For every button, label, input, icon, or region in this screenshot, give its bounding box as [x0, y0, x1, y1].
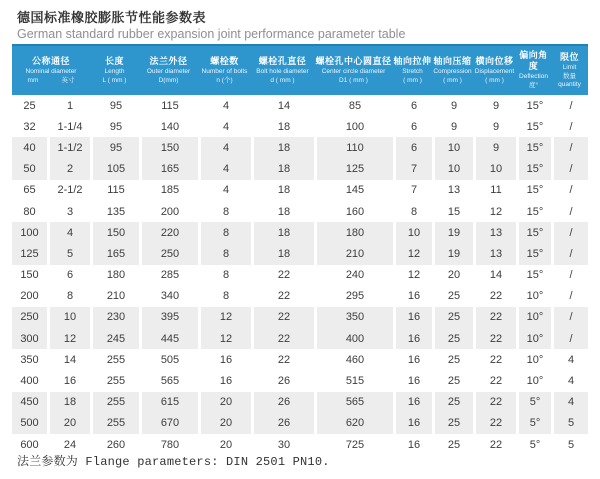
table-cell: 150	[139, 137, 198, 158]
table-cell: 22	[251, 265, 314, 286]
table-header-row	[12, 44, 588, 95]
column-unit-label	[12, 77, 90, 85]
table-cell: 26	[251, 392, 314, 413]
column-label-en: Stretch	[402, 67, 423, 75]
table-cell: 10	[393, 222, 432, 243]
table-cell: 15°	[516, 137, 551, 158]
column-label-en: Outer diameter	[146, 67, 191, 75]
table-row	[12, 116, 588, 137]
table-cell: 19	[432, 222, 473, 243]
table-cell: 1-1/4	[47, 116, 90, 137]
table-cell: 12	[198, 328, 251, 349]
table-cell: 22	[473, 434, 516, 455]
table-cell: 16	[393, 328, 432, 349]
table-cell: 285	[139, 265, 198, 286]
table-cell: 18	[47, 392, 90, 413]
table-cell: 80	[23, 205, 36, 218]
table-cell: 1	[47, 95, 90, 116]
table-cell: /	[551, 265, 588, 286]
table-cell: 10°	[516, 307, 551, 328]
table-cell: 5°	[516, 392, 551, 413]
table-cell: 105	[90, 159, 139, 180]
table-row	[12, 201, 588, 222]
table-cell: 185	[139, 180, 198, 201]
table-cell: 18	[251, 201, 314, 222]
table-cell: 10°	[516, 328, 551, 349]
table-cell: 25	[432, 286, 473, 307]
table-cell: 15°	[516, 159, 551, 180]
column-label-en: Displacement	[474, 67, 515, 75]
table-cell: 1-1/2	[47, 137, 90, 158]
column-label-zh: 轴向拉伸	[393, 55, 432, 66]
page-title-en: German standard rubber expansion joint performance parameter table	[17, 27, 406, 41]
table-cell: 780	[139, 434, 198, 455]
table-cell: 3	[47, 201, 90, 222]
table-cell: /	[551, 222, 588, 243]
table-cell: 565	[314, 392, 393, 413]
table-cell: 25	[432, 370, 473, 391]
table-cell: 16	[198, 349, 251, 370]
table-row	[12, 137, 588, 158]
table-cell: 250	[139, 243, 198, 264]
table-cell: 8	[198, 243, 251, 264]
table-cell: 135	[90, 201, 139, 222]
table-cell: 15°	[516, 95, 551, 116]
table-cell: 9	[473, 95, 516, 116]
table-row	[12, 328, 588, 349]
column-header-number-of-bolts	[198, 44, 251, 95]
table-cell: 14	[47, 349, 90, 370]
table-cell: 12	[198, 307, 251, 328]
table-row	[12, 180, 588, 201]
table-cell: 20	[198, 413, 251, 434]
table-cell: 4	[198, 159, 251, 180]
table-cell: 255	[90, 413, 139, 434]
table-cell: 8	[47, 286, 90, 307]
table-cell: 16	[393, 413, 432, 434]
table-cell: 255	[90, 370, 139, 391]
table-cell: 100	[314, 116, 393, 137]
footer-note: 法兰参数为 Flange parameters: DIN 2501 PN10.	[17, 455, 330, 469]
column-header-length	[90, 44, 139, 95]
table-row	[12, 307, 588, 328]
table-cell: 6	[47, 265, 90, 286]
page-title-zh: 德国标准橡胶膨胀节性能参数表	[17, 10, 207, 25]
column-header-displacement	[473, 44, 516, 95]
table-cell: 18	[251, 137, 314, 158]
table-row	[12, 95, 588, 116]
column-label-en: Compression	[433, 67, 472, 75]
table-cell: 9	[432, 95, 473, 116]
table-cell: 180	[90, 265, 139, 286]
table-cell: 16	[393, 370, 432, 391]
table-cell: 4	[551, 392, 588, 413]
table-cell: 7	[393, 159, 432, 180]
table-cell: 6	[393, 95, 432, 116]
table-row	[12, 349, 588, 370]
table-cell: 8	[198, 265, 251, 286]
table-cell: 150	[20, 269, 39, 282]
table-row	[12, 413, 588, 434]
table-cell: 200	[139, 201, 198, 222]
table-cell: 165	[90, 243, 139, 264]
table-cell: 22	[473, 307, 516, 328]
table-cell: 255	[90, 392, 139, 413]
table-cell: 4	[198, 95, 251, 116]
table-cell: 95	[90, 137, 139, 158]
table-cell: 26	[251, 370, 314, 391]
table-cell: 16	[393, 434, 432, 455]
table-cell: /	[551, 95, 588, 116]
table-row	[12, 222, 588, 243]
table-cell: 210	[314, 243, 393, 264]
column-unit-label: 度°	[528, 82, 539, 89]
table-cell: 165	[139, 159, 198, 180]
table-cell: 12	[473, 201, 516, 222]
table-cell: 500	[12, 413, 47, 434]
table-cell: 22	[251, 286, 314, 307]
table-cell: 300	[12, 328, 47, 349]
table-cell: 6	[393, 137, 432, 158]
table-cell: 16	[198, 370, 251, 391]
table-cell: 20	[198, 392, 251, 413]
table-cell: 9	[432, 116, 473, 137]
table-cell: 255	[90, 349, 139, 370]
table-cell: 725	[314, 434, 393, 455]
column-header-outer-diameter	[139, 44, 198, 95]
table-cell: 40	[12, 137, 47, 158]
table-cell: 7	[393, 180, 432, 201]
column-unit-label: ( mm )	[403, 76, 422, 84]
table-row	[12, 286, 588, 307]
column-unit-label: ( mm )	[443, 76, 462, 84]
table-cell: 8	[198, 201, 251, 222]
table-cell: 16	[393, 307, 432, 328]
table-cell: 400	[20, 375, 39, 388]
column-sub-unit: mm	[27, 76, 39, 84]
table-cell: 5	[551, 434, 588, 455]
table-cell: 30	[251, 434, 314, 455]
table-cell: 5	[47, 243, 90, 264]
column-unit-label: ( mm )	[485, 76, 504, 84]
table-cell: 4	[198, 116, 251, 137]
table-cell: 350	[20, 353, 39, 366]
column-label-en: Nominal diameter	[25, 67, 77, 75]
table-cell: 18	[251, 116, 314, 137]
table-cell: 95	[90, 116, 139, 137]
column-header-limit	[551, 44, 588, 95]
table-cell: 400	[314, 328, 393, 349]
table-cell: 600	[20, 438, 39, 451]
table-cell: 25	[432, 328, 473, 349]
table-cell: /	[551, 116, 588, 137]
table-cell: 25	[432, 392, 473, 413]
table-cell: 22	[251, 328, 314, 349]
table-cell: 24	[47, 434, 90, 455]
table-cell: 220	[139, 222, 198, 243]
table-cell: 210	[90, 286, 139, 307]
column-label-zh: 轴向压缩	[433, 55, 472, 66]
column-unit-label: D(mm)	[158, 76, 179, 84]
table-cell: /	[551, 159, 588, 180]
table-cell: 395	[139, 307, 198, 328]
table-cell: 515	[314, 370, 393, 391]
table-cell: 295	[314, 286, 393, 307]
table-cell: 5°	[516, 413, 551, 434]
parameter-table	[12, 44, 588, 455]
column-header-bolt-hole-diameter	[251, 44, 314, 95]
column-header-center-circle-diameter	[314, 44, 393, 95]
table-cell: 10	[432, 159, 473, 180]
table-cell: 22	[251, 349, 314, 370]
table-cell: 25	[23, 99, 36, 112]
table-cell: 19	[432, 243, 473, 264]
column-header-deflection	[516, 44, 551, 95]
column-label-zh: 螺栓数	[210, 55, 239, 66]
table-cell: 110	[314, 137, 393, 158]
table-cell: 22	[473, 286, 516, 307]
table-cell: 15°	[516, 265, 551, 286]
table-cell: 620	[314, 413, 393, 434]
table-cell: 13	[432, 180, 473, 201]
column-label-en: Deflection	[519, 73, 548, 80]
column-header-nominal-diameter	[12, 44, 90, 95]
table-cell: 9	[473, 116, 516, 137]
table-cell: /	[551, 328, 588, 349]
table-cell: 16	[393, 286, 432, 307]
table-cell: 22	[473, 328, 516, 349]
column-label-zh: 公称通径	[31, 55, 70, 66]
column-label-zh: 螺栓孔中心圆直径	[315, 55, 392, 66]
table-cell: 150	[90, 222, 139, 243]
table-cell: 10	[432, 137, 473, 158]
column-label-zh: 横向位移	[475, 55, 514, 66]
table-cell: 2	[47, 159, 90, 180]
table-cell: 22	[473, 413, 516, 434]
table-row	[12, 159, 588, 180]
table-cell: 12	[47, 328, 90, 349]
column-unit-label: d ( mm )	[270, 76, 295, 84]
table-cell: 240	[314, 265, 393, 286]
table-cell: 2-1/2	[47, 180, 90, 201]
table-cell: 20	[47, 413, 90, 434]
column-unit-label: 数量 quantity	[558, 72, 581, 88]
column-unit-label: n (个)	[216, 76, 233, 84]
table-cell: 4	[551, 370, 588, 391]
table-cell: 13	[473, 222, 516, 243]
table-cell: 115	[90, 180, 139, 201]
table-cell: 10°	[516, 349, 551, 370]
table-cell: 95	[90, 95, 139, 116]
table-cell: 12	[393, 265, 432, 286]
table-cell: 15°	[516, 116, 551, 137]
table-cell: 4	[198, 180, 251, 201]
table-cell: 4	[551, 349, 588, 370]
table-cell: 615	[139, 392, 198, 413]
table-cell: 6	[393, 116, 432, 137]
table-cell: 18	[251, 222, 314, 243]
table-cell: 350	[314, 307, 393, 328]
table-body	[12, 95, 588, 455]
table-cell: 22	[251, 307, 314, 328]
column-unit-label: D1 ( mm )	[339, 76, 368, 84]
table-cell: 10	[473, 159, 516, 180]
table-cell: 115	[139, 95, 198, 116]
table-cell: 15°	[516, 243, 551, 264]
table-cell: 15°	[516, 201, 551, 222]
table-cell: 20	[432, 265, 473, 286]
table-cell: 65	[23, 184, 36, 197]
table-cell: 245	[90, 328, 139, 349]
column-label-en: Bolt hole diameter	[256, 67, 309, 75]
table-row	[12, 370, 588, 391]
column-header-compression	[432, 44, 473, 95]
table-cell: /	[551, 180, 588, 201]
table-cell: 230	[90, 307, 139, 328]
column-label-en: Center circle diameter	[321, 67, 386, 75]
table-cell: 25	[432, 413, 473, 434]
table-cell: 450	[12, 392, 47, 413]
column-sub-unit: 英寸	[61, 76, 75, 84]
table-cell: 18	[251, 180, 314, 201]
table-cell: 340	[139, 286, 198, 307]
table-cell: 50	[12, 159, 47, 180]
table-cell: 5°	[516, 434, 551, 455]
column-label-zh: 螺栓孔直径	[258, 55, 307, 66]
table-cell: 250	[12, 307, 47, 328]
table-cell: 180	[314, 222, 393, 243]
table-cell: 18	[251, 159, 314, 180]
table-cell: 8	[198, 286, 251, 307]
table-cell: 14	[473, 265, 516, 286]
table-cell: 22	[473, 370, 516, 391]
column-label-zh: 长度	[104, 55, 124, 66]
table-cell: 25	[432, 349, 473, 370]
column-label-en: Limit	[562, 63, 577, 71]
table-cell: /	[551, 286, 588, 307]
table-cell: 15	[432, 201, 473, 222]
column-label-zh: 法兰外径	[149, 55, 188, 66]
table-cell: 200	[20, 290, 39, 303]
table-row	[12, 243, 588, 264]
table-cell: 125	[12, 243, 47, 264]
table-cell: 22	[473, 392, 516, 413]
column-label-zh: 偏向角度	[519, 50, 548, 71]
table-cell: 14	[251, 95, 314, 116]
table-cell: 16	[47, 370, 90, 391]
table-cell: 145	[314, 180, 393, 201]
table-cell: 4	[198, 137, 251, 158]
table-cell: 16	[393, 349, 432, 370]
table-cell: /	[551, 307, 588, 328]
table-row	[12, 392, 588, 413]
table-cell: 15°	[516, 222, 551, 243]
column-label-zh: 限位	[559, 51, 579, 62]
table-cell: 140	[139, 116, 198, 137]
table-cell: 260	[90, 434, 139, 455]
table-cell: 26	[251, 413, 314, 434]
table-cell: 460	[314, 349, 393, 370]
table-cell: 9	[473, 137, 516, 158]
table-cell: /	[551, 137, 588, 158]
column-label-en: Length	[104, 67, 125, 75]
table-cell: 13	[473, 243, 516, 264]
table-cell: 160	[314, 201, 393, 222]
table-cell: 10°	[516, 286, 551, 307]
table-cell: 100	[12, 222, 47, 243]
table-cell: 18	[251, 243, 314, 264]
table-cell: 15°	[516, 180, 551, 201]
table-cell: 4	[47, 222, 90, 243]
table-cell: 25	[432, 434, 473, 455]
table-cell: 16	[393, 392, 432, 413]
table-cell: 670	[139, 413, 198, 434]
table-cell: 85	[314, 95, 393, 116]
table-cell: 25	[432, 307, 473, 328]
table-row	[12, 265, 588, 286]
table-cell: 5	[551, 413, 588, 434]
table-cell: 10°	[516, 370, 551, 391]
table-cell: /	[551, 201, 588, 222]
column-unit-label: L ( mm )	[102, 76, 127, 84]
table-cell: 505	[139, 349, 198, 370]
column-header-stretch	[393, 44, 432, 95]
table-cell: 8	[198, 222, 251, 243]
table-cell: 10	[47, 307, 90, 328]
table-cell: 12	[393, 243, 432, 264]
table-cell: 32	[23, 120, 36, 133]
column-label-en: Number of bolts	[201, 67, 248, 75]
table-cell: 565	[139, 370, 198, 391]
table-cell: 445	[139, 328, 198, 349]
table-cell: 125	[314, 159, 393, 180]
table-cell: 22	[473, 349, 516, 370]
table-cell: /	[551, 243, 588, 264]
table-cell: 11	[473, 180, 516, 201]
table-cell: 8	[393, 201, 432, 222]
title-block	[17, 10, 405, 42]
table-cell: 20	[198, 434, 251, 455]
